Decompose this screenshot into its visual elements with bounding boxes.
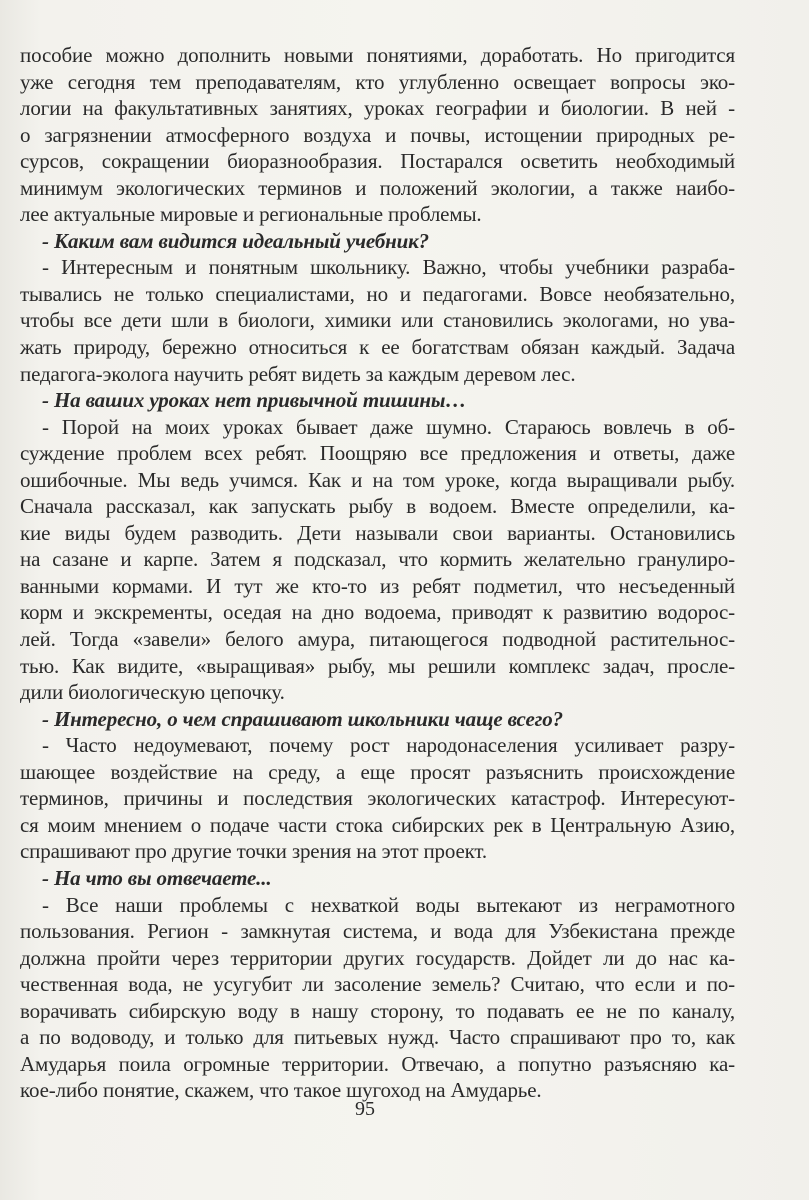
interview-question-line: - Интересно, о чем спрашивают школьники чаще всего? <box>42 706 563 731</box>
text-line: ворачивать сибирскую воду в нашу сторону, то подавать ее не по каналу, <box>20 998 735 1023</box>
paragraph-last-line: педагога-эколога научить ребят видеть за каждым деревом лес. <box>20 361 576 386</box>
text-line: шающее воздействие на среду, а еще просят разъяснить происхождение <box>20 759 735 784</box>
interview-question-line: - Каким вам видится идеальный учебник? <box>42 228 430 253</box>
text-line: кие виды будем разводить. Дети называли свои варианты. Остановились <box>20 520 735 545</box>
text-line: чтобы все дети шли в биологи, химики или становились экологами, но ува- <box>20 308 735 333</box>
text-line: тью. Как видите, «выращивая» рыбу, мы решили комплекс задач, просле- <box>20 653 735 678</box>
text-line: пособие можно дополнить новыми понятиями, доработать. Но пригодится <box>20 43 735 67</box>
text-line: должна пройти через территории других государств. Дойдет ли до нас ка- <box>20 945 735 970</box>
text-line: тывались не только специалистами, но и педагогами. Вовсе необязательно, <box>20 281 735 306</box>
text-line: Сначала рассказал, как запускать рыбу в водоем. Вместе определили, ка- <box>20 494 735 519</box>
text-line: ся моим мнением о подаче части стока сибирских рек в Центральную Азию, <box>20 812 735 837</box>
answer-first-line: - Порой на моих уроках бывает даже шумно. Стараюсь вовлечь в об- <box>42 414 735 439</box>
interview-question-line: - На что вы отвечаете... <box>42 865 272 890</box>
text-line: на сазане и карпе. Затем я подсказал, что кормить желательно гранулиро- <box>20 547 735 572</box>
paragraph-last-line: спрашивают про другие точки зрения на этот проект. <box>20 839 487 864</box>
answer-first-line: - Часто недоумевают, почему рост народонаселения усиливает разру- <box>42 733 735 758</box>
page-number: 95 <box>355 1098 375 1120</box>
text-line: суждение проблем всех ребят. Поощряю все предложения и ответы, даже <box>20 441 735 466</box>
answer-first-line: - Все наши проблемы с нехваткой воды вытекают из неграмотного <box>42 892 735 917</box>
text-line: корм и экскременты, оседая на дно водоема, приводят к развитию водорос- <box>20 600 735 625</box>
text-line: сурсов, сокращении биоразнообразия. Постарался осветить необходимый <box>20 149 735 174</box>
text-line: жать природу, бережно относиться к ее богатствам обязан каждый. Задача <box>20 335 735 360</box>
paragraph-last-line: дили биологическую цепочку. <box>20 680 285 705</box>
text-line: лей. Тогда «завели» белого амура, питающегося подводной растительнос- <box>20 627 735 652</box>
page-text <box>20 42 735 1104</box>
paragraph-last-line: кое-либо понятие, скажем, что такое шугоход на Амударье. <box>20 1078 542 1103</box>
text-line: ошибочные. Мы ведь учимся. Как и на том уроке, когда выращивали рыбу. <box>20 467 735 492</box>
text-line: о загрязнении атмосферного воздуха и почвы, истощении природных ре- <box>20 122 735 147</box>
text-line: ванными кормами. И тут же кто-то из ребят подметил, что несъеденный <box>20 573 735 598</box>
text-line: а по водоводу, и только для питьевых нужд. Часто спрашивают про то, как <box>20 1025 735 1050</box>
text-line: минимум экологических терминов и положений экологии, а также наибо- <box>20 175 735 200</box>
interview-question-line: - На ваших уроках нет привычной тишины… <box>42 388 467 413</box>
text-line: терминов, причины и последствия экологических катастроф. Интересуют- <box>20 786 735 811</box>
text-line: Амударья поила огромные территории. Отвечаю, а попутно разъясняю ка- <box>20 1051 735 1076</box>
text-line: логии на факультативных занятиях, уроках географии и биологии. В ней - <box>20 96 735 121</box>
text-line: уже сегодня тем преподавателям, кто углубленно освещает вопросы эко- <box>20 69 735 94</box>
answer-first-line: - Интересным и понятным школьнику. Важно, чтобы учебники разраба- <box>42 255 735 280</box>
text-line: пользования. Регион - замкнутая система, и вода для Узбекистана прежде <box>20 919 735 944</box>
paragraph-last-line: лее актуальные мировые и региональные проблемы. <box>20 202 482 227</box>
text-line: чественная вода, не усугубит ли засоление земель? Считаю, что если и по- <box>20 972 735 997</box>
